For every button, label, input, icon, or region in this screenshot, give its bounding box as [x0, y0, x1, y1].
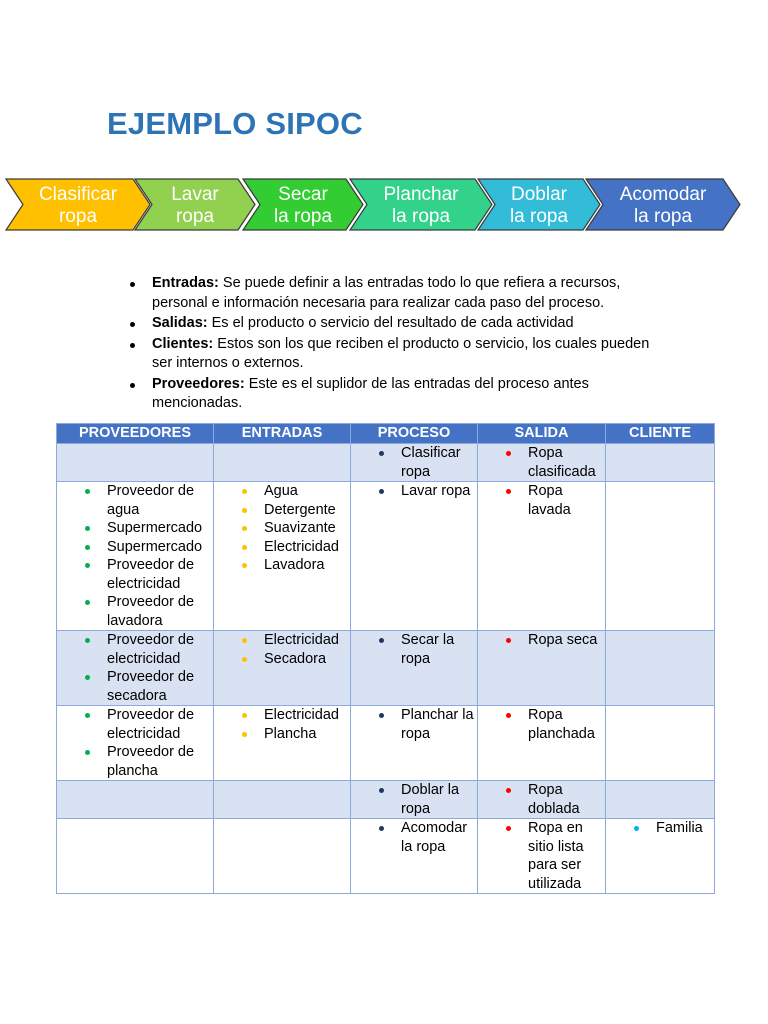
process-step-label: Clasificar	[38, 184, 118, 205]
list-item: Electricidad	[218, 706, 348, 725]
list-item: Agua	[218, 482, 348, 501]
process-step-label: Doblar	[511, 184, 567, 205]
list-item: Doblar la ropa	[355, 781, 475, 818]
list-item: Planchar la ropa	[355, 706, 475, 743]
table-header-row	[57, 424, 715, 444]
header-proveedores: PROVEEDORES	[57, 424, 214, 444]
proveedores-list	[61, 482, 211, 630]
entradas-list	[218, 482, 348, 575]
cell-proveedores	[57, 781, 214, 819]
cell-entradas	[214, 482, 351, 631]
definition-text: Este es el suplidor de las entradas del proceso antes mencionadas.	[152, 375, 589, 411]
cell-entradas	[214, 444, 351, 482]
cell-cliente	[606, 631, 715, 706]
process-step-label: la ropa	[273, 206, 333, 227]
list-item: Secadora	[218, 650, 348, 669]
table-row	[57, 781, 715, 819]
list-item: Proveedor de electricidad	[61, 706, 211, 743]
list-item: Plancha	[218, 725, 348, 744]
list-item: Ropa planchada	[482, 706, 603, 743]
cell-cliente	[606, 482, 715, 631]
definition-term: Proveedores:	[152, 375, 245, 392]
cell-proveedores	[57, 706, 214, 781]
table-row	[57, 631, 715, 706]
cell-cliente	[606, 444, 715, 482]
proceso-list	[355, 631, 475, 668]
list-item: Acomodar la ropa	[355, 819, 475, 856]
process-step-label: Secar	[278, 184, 328, 205]
process-step-label: la ropa	[633, 206, 693, 227]
list-item: Ropa en sitio lista para ser utilizada	[482, 819, 603, 893]
cell-salida	[478, 631, 606, 706]
cell-entradas	[214, 819, 351, 894]
definition-item	[130, 335, 650, 374]
header-proceso: PROCESO	[351, 424, 478, 444]
definition-text: Estos son los que reciben el producto o servicio, los cuales pueden ser internos o externos.	[152, 335, 650, 371]
definition-term: Clientes:	[152, 335, 214, 352]
list-item: Electricidad	[218, 538, 348, 557]
list-item: Clasificar ropa	[355, 444, 475, 481]
salida-list	[482, 482, 603, 519]
process-step-label: la ropa	[509, 206, 569, 227]
cell-proceso	[351, 781, 478, 819]
salida-list	[482, 819, 603, 893]
process-flow	[0, 175, 768, 235]
list-item: Supermercado	[61, 519, 211, 538]
cell-salida	[478, 819, 606, 894]
list-item: Ropa seca	[482, 631, 603, 650]
process-flow-diagram	[0, 175, 768, 235]
table-row	[57, 819, 715, 894]
list-item: Lavadora	[218, 556, 348, 575]
cell-proceso	[351, 631, 478, 706]
table-row	[57, 444, 715, 482]
cell-cliente	[606, 781, 715, 819]
list-item: Proveedor de electricidad	[61, 556, 211, 593]
proceso-list	[355, 706, 475, 743]
table-row	[57, 706, 715, 781]
salida-list	[482, 781, 603, 818]
cell-entradas	[214, 706, 351, 781]
definition-item	[130, 274, 650, 313]
proceso-list	[355, 482, 475, 501]
list-item: Proveedor de electricidad	[61, 631, 211, 668]
proveedores-list	[61, 706, 211, 780]
cell-proveedores	[57, 819, 214, 894]
page-title: EJEMPLO SIPOC	[107, 106, 363, 141]
process-step-label: ropa	[58, 206, 98, 227]
cell-entradas	[214, 781, 351, 819]
list-item: Familia	[610, 819, 712, 838]
list-item: Ropa lavada	[482, 482, 603, 519]
proceso-list	[355, 781, 475, 818]
list-item: Electricidad	[218, 631, 348, 650]
list-item: Secar la ropa	[355, 631, 475, 668]
cell-proveedores	[57, 444, 214, 482]
salida-list	[482, 631, 603, 650]
list-item: Ropa doblada	[482, 781, 603, 818]
cell-proceso	[351, 444, 478, 482]
cell-salida	[478, 444, 606, 482]
list-item: Proveedor de agua	[61, 482, 211, 519]
cell-proveedores	[57, 482, 214, 631]
process-step-label: ropa	[175, 206, 215, 227]
process-step-label: Acomodar	[619, 184, 707, 205]
definition-text: Es el producto o servicio del resultado de cada actividad	[207, 315, 574, 331]
list-item: Ropa clasificada	[482, 444, 603, 481]
cell-salida	[478, 482, 606, 631]
list-item: Lavar ropa	[355, 482, 475, 501]
cell-salida	[478, 706, 606, 781]
process-step-label: Planchar	[383, 184, 459, 205]
table-row	[57, 482, 715, 631]
header-entradas: ENTRADAS	[214, 424, 351, 444]
definition-text: Se puede definir a las entradas todo lo que refiera a recursos, personal e información necesaria para realizar cada paso del proceso.	[152, 275, 621, 311]
list-item: Supermercado	[61, 538, 211, 557]
definition-term: Salidas:	[152, 315, 208, 331]
proceso-list	[355, 444, 475, 481]
definition-term: Entradas:	[152, 275, 219, 291]
definition-item	[130, 375, 650, 414]
cell-salida	[478, 781, 606, 819]
list-item: Proveedor de lavadora	[61, 593, 211, 630]
proceso-list	[355, 819, 475, 856]
process-step-label: la ropa	[391, 206, 451, 227]
sipoc-table	[56, 423, 715, 894]
cell-proceso	[351, 706, 478, 781]
cell-proveedores	[57, 631, 214, 706]
list-item: Detergente	[218, 501, 348, 520]
cell-entradas	[214, 631, 351, 706]
header-cliente: CLIENTE	[606, 424, 715, 444]
list-item: Proveedor de plancha	[61, 743, 211, 780]
cliente-list	[610, 819, 712, 838]
proveedores-list	[61, 631, 211, 705]
definitions-list	[130, 274, 650, 415]
entradas-list	[218, 706, 348, 743]
header-salida: SALIDA	[478, 424, 606, 444]
entradas-list	[218, 631, 348, 668]
process-step-label: Lavar	[171, 184, 219, 205]
salida-list	[482, 706, 603, 743]
list-item: Proveedor de secadora	[61, 668, 211, 705]
cell-cliente	[606, 706, 715, 781]
definition-item	[130, 314, 650, 334]
salida-list	[482, 444, 603, 481]
cell-proceso	[351, 482, 478, 631]
cell-cliente	[606, 819, 715, 894]
list-item: Suavizante	[218, 519, 348, 538]
cell-proceso	[351, 819, 478, 894]
